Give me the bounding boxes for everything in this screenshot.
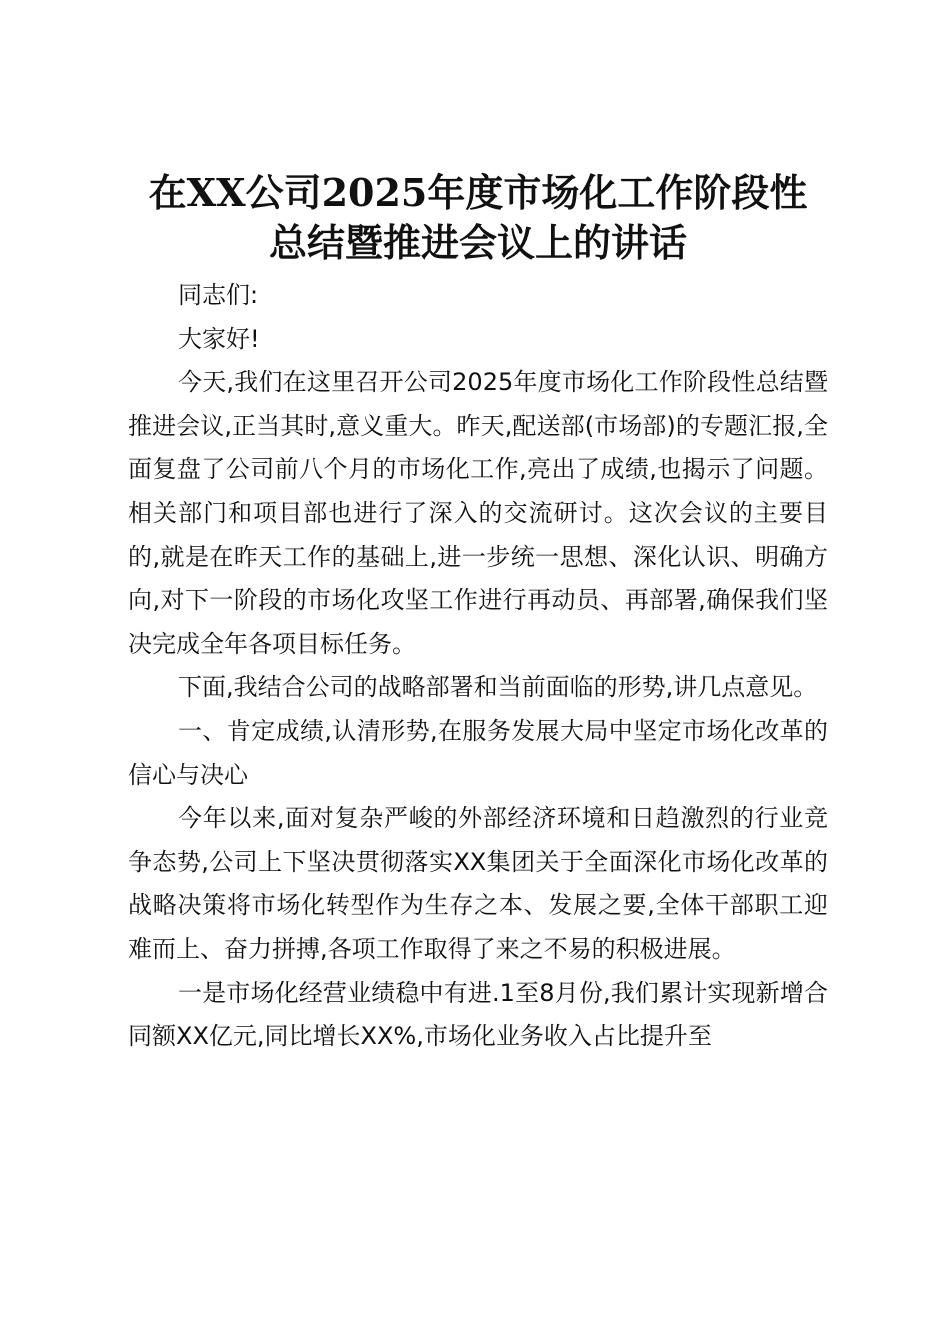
title-line-2: 总结暨推进会议上的讲话 (268, 220, 687, 265)
paragraph-intro: 今天,我们在这里召开公司2025年度市场化工作阶段性总结暨推进会议,正当其时,意义重大。昨天,配送部(市场部)的专题汇报,全面复盘了公司前八个月的市场化工作,亮出了成绩,也揭示了问题。相关部门和项目部也进行了深入的交流研讨。这次会议的主要目的,就是在昨天工作的基础上,进一步统一思想、深化认识、明确方向,对下一阶段的市场化攻坚工作进行再动员、再部署,确保我们坚决完成全年各项目标任务。 (128, 368, 828, 658)
paragraph-outline: 下面,我结合公司的战略部署和当前面临的形势,讲几点意见。 (178, 673, 818, 702)
section-heading-1: 一、肯定成绩,认清形势,在服务发展大局中坚定市场化改革的信心与决心 (128, 716, 828, 789)
paragraph-point-1: 一是市场化经营业绩稳中有进.1至8月份,我们累计实现新增合同额XX亿元,同比增长XX%,市场化业务收入占比提升至 (128, 978, 828, 1051)
greeting: 大家好! (178, 324, 260, 353)
paragraph-overview: 今年以来,面对复杂严峻的外部经济环境和日趋激烈的行业竞争态势,公司上下坚决贯彻落实XX集团关于全面深化市场化改革的战略决策将市场化转型作为生存之本、发展之要,全体干部职工迎难而上、奋力拼搏,各项工作取得了来之不易的积极进展。 (128, 804, 828, 963)
document-body (128, 274, 828, 1059)
document-page (128, 168, 828, 1059)
salutation: 同志们: (178, 281, 259, 309)
document-title (128, 168, 828, 268)
title-line-1: 在XX公司2025年度市场化工作阶段性 (148, 170, 808, 215)
